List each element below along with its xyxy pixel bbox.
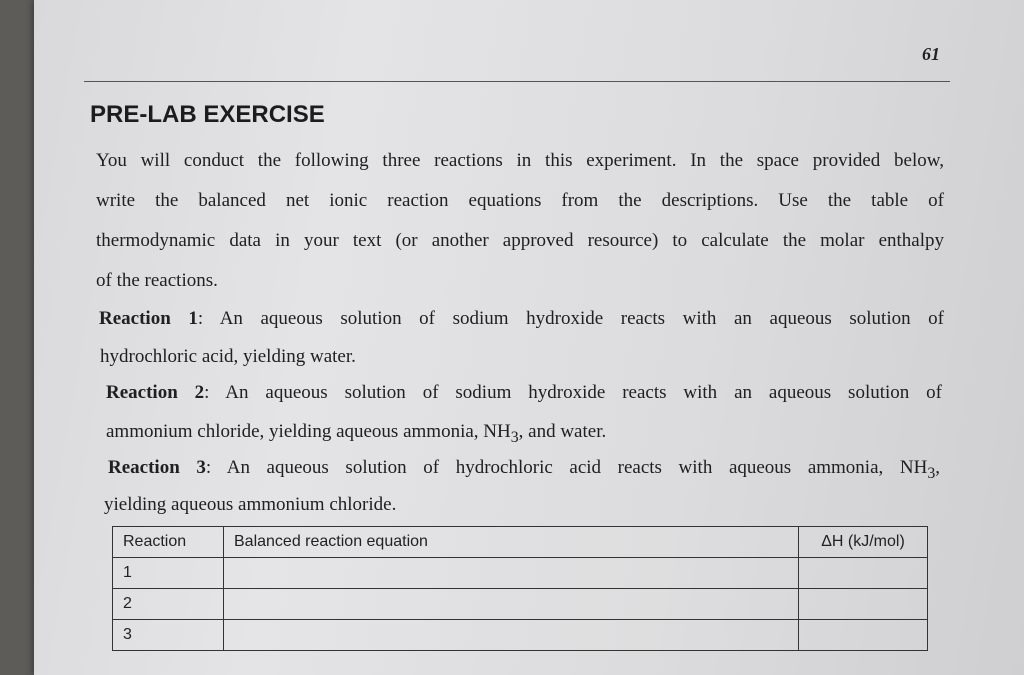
cell-reaction-number: 1: [113, 558, 224, 589]
table-header-row: [113, 527, 928, 558]
cell-equation[interactable]: [224, 589, 799, 620]
reaction-1-label: Reaction 1: [99, 308, 198, 329]
cell-delta-h[interactable]: [799, 589, 928, 620]
reaction-2-text: An aqueous solution of sodium hydroxide reacts with an aqueous solution of: [225, 382, 943, 403]
intro-line-2: write the balanced net ionic reaction equations from the descriptions. Use the table of: [96, 190, 944, 211]
intro-line-4: of the reactions.: [96, 270, 218, 291]
reaction-2-label: Reaction 2: [106, 382, 205, 403]
reaction-3-label: Reaction 3: [108, 457, 206, 478]
page-number: 61: [922, 44, 940, 64]
reaction-3-subscript: 3: [927, 464, 936, 482]
header-rule: [84, 81, 950, 82]
reaction-3-text: [226, 457, 940, 482]
reaction-3-line-1: Reaction 3: An aqueous solution of hydrochloric acid reacts with aqueous ammonia, $NH_3$,: [108, 457, 940, 482]
reaction-2-line-1: Reaction 2: An aqueous solution of sodium hydroxide reacts with an aqueous solution of: [106, 382, 943, 403]
textbook-page: [34, 0, 1024, 675]
cell-delta-h[interactable]: [799, 620, 928, 651]
header-reaction: Reaction: [113, 527, 224, 558]
reaction-1-text: An aqueous solution of sodium hydroxide reacts with an aqueous solution of: [219, 308, 945, 329]
reaction-2-text-2b: , and water.: [518, 421, 607, 442]
table-row: [113, 589, 928, 620]
reaction-3-line-2: yielding aqueous ammonium chloride.: [104, 494, 397, 515]
reaction-table: [112, 526, 928, 651]
reaction-3-text-1b: ,: [935, 457, 940, 478]
cell-reaction-number: 3: [113, 620, 224, 651]
reaction-1-line-1: Reaction 1: An aqueous solution of sodium hydroxide reacts with an aqueous solution of: [99, 308, 945, 329]
table-row: [113, 620, 928, 651]
intro-line-3: thermodynamic data in your text (or another approved resource) to calculate the molar enthalpy: [96, 230, 944, 251]
header-delta-h: ΔH (kJ/mol): [799, 527, 928, 558]
cell-delta-h[interactable]: [799, 558, 928, 589]
reaction-3-text-1a: An aqueous solution of hydrochloric acid reacts with aqueous ammonia, NH: [226, 457, 928, 478]
section-heading: PRE-LAB EXERCISE: [90, 101, 325, 128]
reaction-1-line-2: hydrochloric acid, yielding water.: [100, 346, 356, 367]
reaction-2-line-2: [106, 421, 954, 447]
cell-equation[interactable]: [224, 558, 799, 589]
intro-line-1: You will conduct the following three reactions in this experiment. In the space provided below,: [96, 150, 944, 171]
reaction-2-subscript: 3: [510, 428, 519, 446]
cell-equation[interactable]: [224, 620, 799, 651]
cell-reaction-number: 2: [113, 589, 224, 620]
reaction-2-text-2a: ammonium chloride, yielding aqueous ammonia, NH: [106, 421, 511, 442]
header-equation: Balanced reaction equation: [224, 527, 799, 558]
table-row: [113, 558, 928, 589]
